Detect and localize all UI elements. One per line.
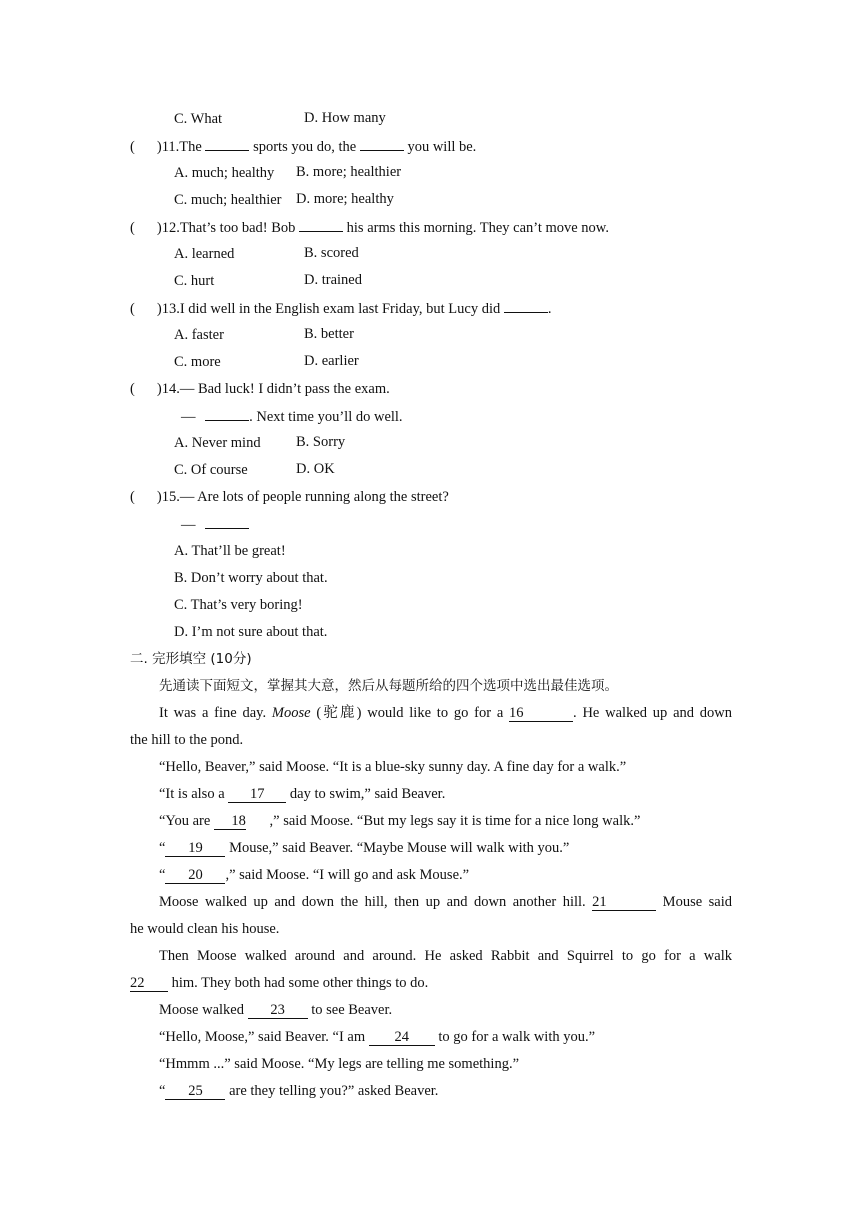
q14-option-b: B. Sorry	[296, 434, 346, 450]
cloze-paragraph-10: “Hello, Moose,” said Beaver. “I am 24 to go for a walk with you.”	[159, 1029, 596, 1045]
cloze-paragraph-1: It was a fine day. Moose (驼鹿) would like to go for a 16 . He walked up and down	[159, 705, 732, 721]
cloze-paragraph-2: “Hello, Beaver,” said Moose. “It is a blue-sky sunny day. A fine day for a walk.”	[159, 759, 627, 775]
blank-17: 17	[228, 787, 286, 803]
q13-option-b: B. better	[304, 326, 354, 342]
q14-blank	[205, 407, 249, 421]
blank-21: 21	[592, 895, 656, 911]
section-heading-cloze: 二. 完形填空 (10分)	[130, 651, 252, 667]
q11-option-d: D. more; healthy	[296, 191, 394, 207]
blank-20: 20	[165, 868, 225, 884]
q12-option-c: C. hurt	[174, 273, 215, 289]
q12-blank	[299, 218, 343, 232]
blank-25: 25	[165, 1084, 225, 1100]
q14-option-d: D. OK	[296, 461, 335, 477]
q12-stem: ( )12.That’s too bad! Bob his arms this morning. They can’t move now.	[130, 220, 609, 236]
q11-stem: ( )11.The sports you do, the you will be.	[130, 139, 477, 155]
cloze-paragraph-11: “Hmmm ...” said Moose. “My legs are telling me something.”	[159, 1056, 520, 1072]
cloze-paragraph-7-cont: he would clean his house.	[130, 921, 280, 937]
blank-19: 19	[165, 841, 225, 857]
blank-24: 24	[369, 1030, 435, 1046]
q15-option-c: C. That’s very boring!	[174, 597, 303, 613]
q10-option-d: D. How many	[304, 110, 386, 126]
q14-stem: ( )14.— Bad luck! I didn’t pass the exam.	[130, 381, 390, 397]
q14-reply: — . Next time you’ll do well.	[181, 409, 403, 425]
q11-option-b: B. more; healthier	[296, 164, 402, 180]
blank-16: 16	[509, 706, 573, 722]
blank-18: 18	[214, 814, 246, 830]
q15-stem: ( )15.— Are lots of people running along the street?	[130, 489, 449, 505]
q12-option-d: D. trained	[304, 272, 362, 288]
cloze-paragraph-12: “ 25 are they telling you?” asked Beaver.	[159, 1083, 439, 1099]
cloze-paragraph-8: Then Moose walked around and around. He asked Rabbit and Squirrel to go for a walk	[159, 948, 732, 964]
q13-option-c: C. more	[174, 354, 221, 370]
q14-option-a: A. Never mind	[174, 435, 261, 451]
cloze-paragraph-5: “ 19 Mouse,” said Beaver. “Maybe Mouse will walk with you.”	[159, 840, 570, 856]
cloze-paragraph-8-cont: 22 him. They both had some other things to do.	[130, 975, 429, 991]
q15-option-d: D. I’m not sure about that.	[174, 624, 328, 640]
q15-option-a: A. That’ll be great!	[174, 543, 286, 559]
cloze-instruction: 先通读下面短文，掌握其大意，然后从每题所给的四个选项中选出最佳选项。	[159, 678, 618, 694]
blank-23: 23	[248, 1003, 308, 1019]
cloze-paragraph-4: “You are 18 ,” said Moose. “But my legs say it is time for a nice long walk.”	[159, 813, 641, 829]
q11-option-c: C. much; healthier	[174, 192, 282, 208]
cloze-paragraph-6: “ 20 ,” said Moose. “I will go and ask Mouse.”	[159, 867, 470, 883]
q13-option-d: D. earlier	[304, 353, 359, 369]
q12-option-b: B. scored	[304, 245, 359, 261]
q13-blank	[504, 299, 548, 313]
q13-stem: ( )13.I did well in the English exam last Friday, but Lucy did .	[130, 301, 552, 317]
cloze-paragraph-9: Moose walked 23 to see Beaver.	[159, 1002, 393, 1018]
blank-22: 22	[130, 976, 168, 992]
q12-option-a: A. learned	[174, 246, 235, 262]
q15-blank	[205, 515, 249, 529]
q14-option-c: C. Of course	[174, 462, 248, 478]
q11-option-a: A. much; healthy	[174, 165, 275, 181]
q15-option-b: B. Don’t worry about that.	[174, 570, 328, 586]
q11-blank-2	[360, 137, 404, 151]
cloze-paragraph-7: Moose walked up and down the hill, then up and down another hill. 21 Mouse said	[159, 894, 732, 910]
cloze-paragraph-3: “It is also a 17 day to swim,” said Beaver.	[159, 786, 446, 802]
q13-option-a: A. faster	[174, 327, 224, 343]
q10-option-c: C. What	[174, 111, 223, 127]
cloze-paragraph-1-cont: the hill to the pond.	[130, 732, 244, 748]
q11-blank-1	[205, 137, 249, 151]
q15-reply: —	[181, 515, 249, 534]
